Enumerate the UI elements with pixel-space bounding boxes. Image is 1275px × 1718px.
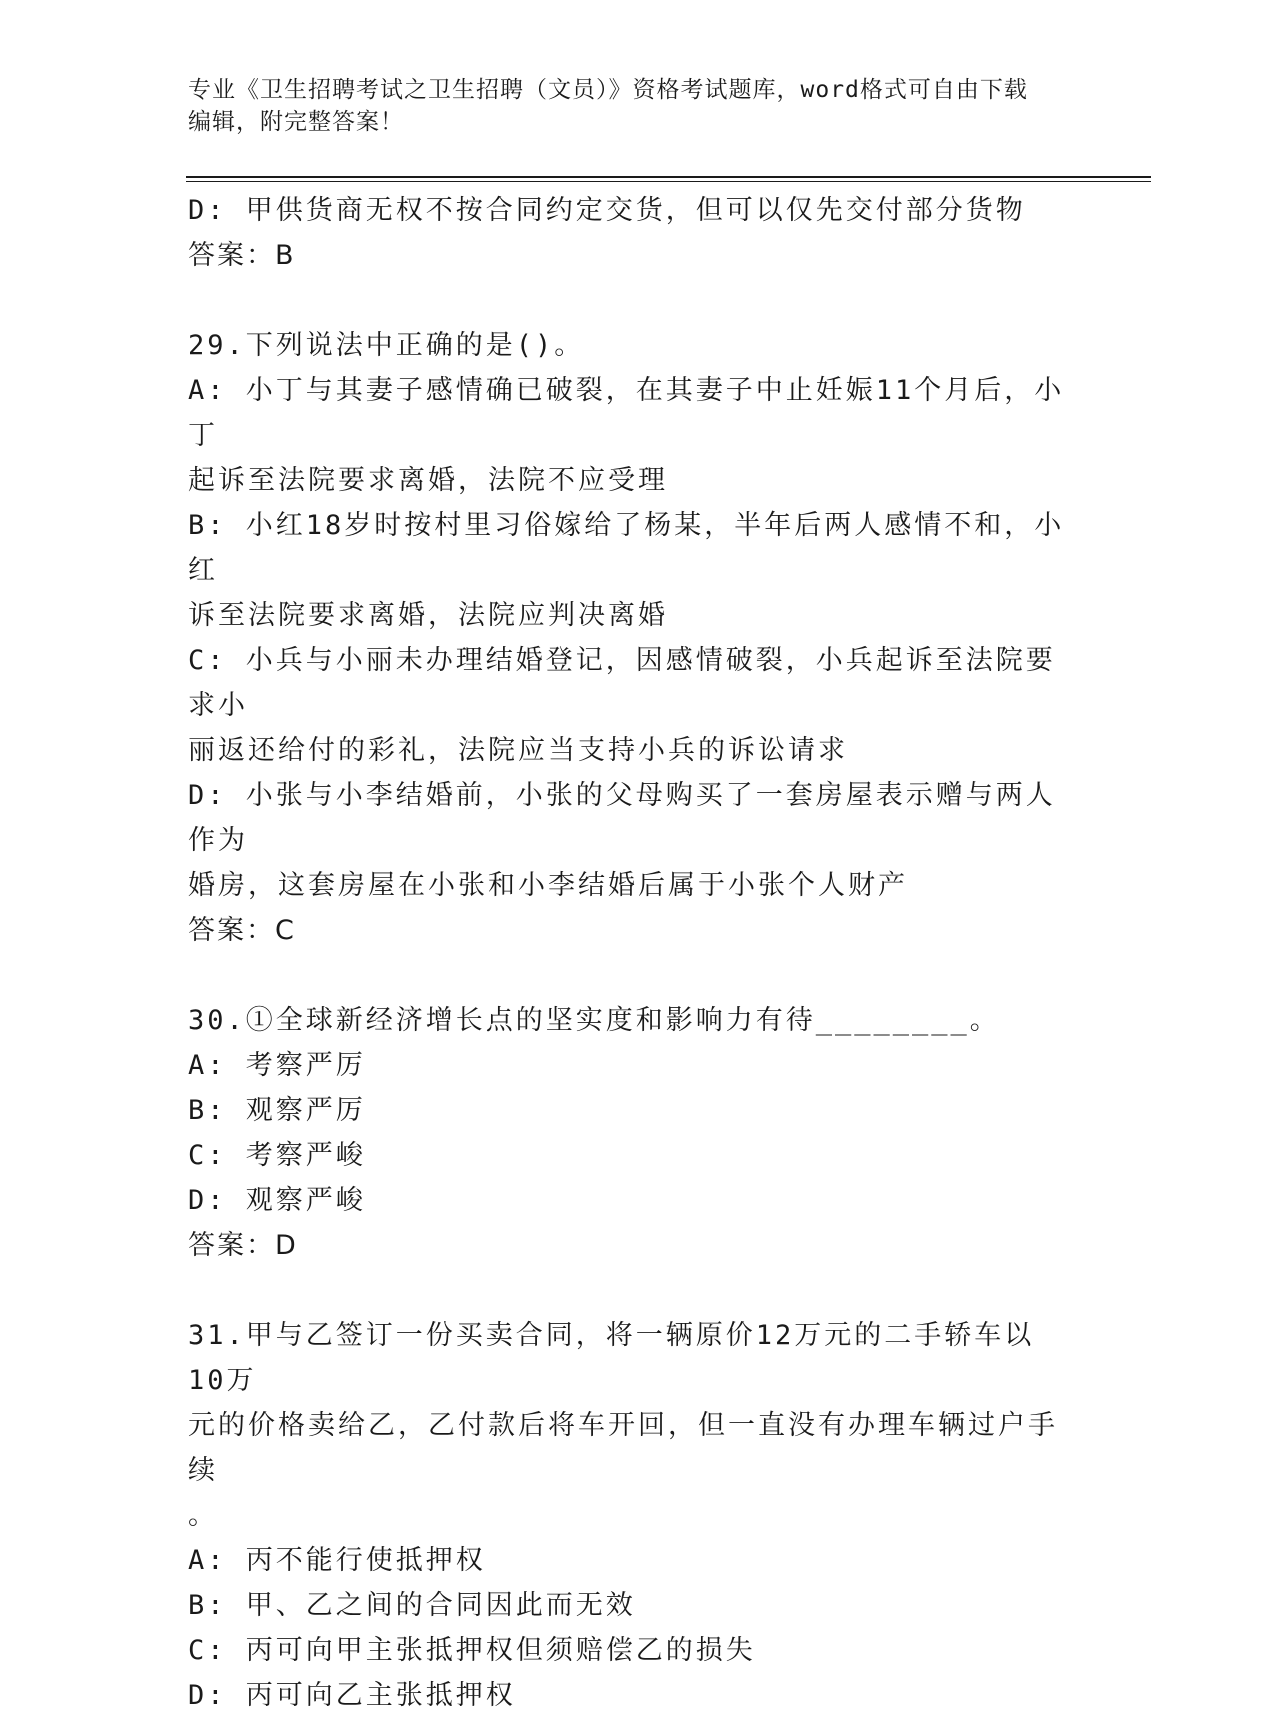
q29-option-a-line-2: 起诉至法院要求离婚，法院不应受理 — [188, 465, 668, 496]
q29-answer: 答案：C — [188, 915, 296, 946]
q29-option-d-line-2: 婚房，这套房屋在小张和小李结婚后属于小张个人财产 — [188, 870, 908, 901]
q28-option-d: D: 甲供货商无权不按合同约定交货，但可以仅先交付部分货物 — [188, 195, 1026, 226]
q29-option-b-line-1: B: 小红18岁时按村里习俗嫁给了杨某，半年后两人感情不和，小红 — [188, 510, 1065, 586]
q29-option-b-line-2: 诉至法院要求离婚，法院应判决离婚 — [188, 600, 668, 631]
q30-option-b: B: 观察严厉 — [188, 1095, 366, 1126]
q31-option-d: D: 丙可向乙主张抵押权 — [188, 1680, 516, 1711]
page-header — [188, 74, 1068, 138]
document-body — [188, 188, 1068, 1718]
q31-stem-line-3: 。 — [188, 1500, 218, 1531]
spacer — [188, 278, 1068, 323]
q29-option-a-line-1: A: 小丁与其妻子感情确已破裂，在其妻子中止妊娠11个月后，小丁 — [188, 375, 1065, 451]
question-29 — [188, 323, 1068, 953]
question-30 — [188, 998, 1068, 1268]
header-rule-thick — [186, 176, 1151, 178]
q30-option-a: A: 考察严厉 — [188, 1050, 366, 1081]
question-31 — [188, 1313, 1068, 1718]
header-line-1: 专业《卫生招聘考试之卫生招聘（文员）》资格考试题库，word格式可自由下载 — [188, 77, 1028, 103]
spacer — [188, 1268, 1068, 1313]
q31-option-b: B: 甲、乙之间的合同因此而无效 — [188, 1590, 636, 1621]
q31-stem-line-2: 元的价格卖给乙，乙付款后将车开回，但一直没有办理车辆过户手续 — [188, 1410, 1058, 1486]
q29-option-c-line-1: C: 小兵与小丽未办理结婚登记，因感情破裂，小兵起诉至法院要求小 — [188, 645, 1056, 721]
q29-stem: 29.下列说法中正确的是()。 — [188, 330, 585, 361]
q30-stem: 30.①全球新经济增长点的坚实度和影响力有待________。 — [188, 1005, 1000, 1036]
q31-option-c: C: 丙可向甲主张抵押权但须赔偿乙的损失 — [188, 1635, 756, 1666]
q31-option-a: A: 丙不能行使抵押权 — [188, 1545, 486, 1576]
q30-answer: 答案：D — [188, 1230, 298, 1261]
q30-option-d: D: 观察严峻 — [188, 1185, 366, 1216]
q31-stem-line-1: 31.甲与乙签订一份买卖合同，将一辆原价12万元的二手轿车以10万 — [188, 1320, 1035, 1396]
header-rule-thin — [186, 181, 1151, 182]
header-line-2: 编辑，附完整答案！ — [188, 109, 404, 135]
q29-option-d-line-1: D: 小张与小李结婚前，小张的父母购买了一套房屋表示赠与两人作为 — [188, 780, 1056, 856]
spacer — [188, 953, 1068, 998]
q29-option-c-line-2: 丽返还给付的彩礼，法院应当支持小兵的诉讼请求 — [188, 735, 848, 766]
q30-option-c: C: 考察严峻 — [188, 1140, 366, 1171]
q28-answer: 答案：B — [188, 240, 296, 271]
